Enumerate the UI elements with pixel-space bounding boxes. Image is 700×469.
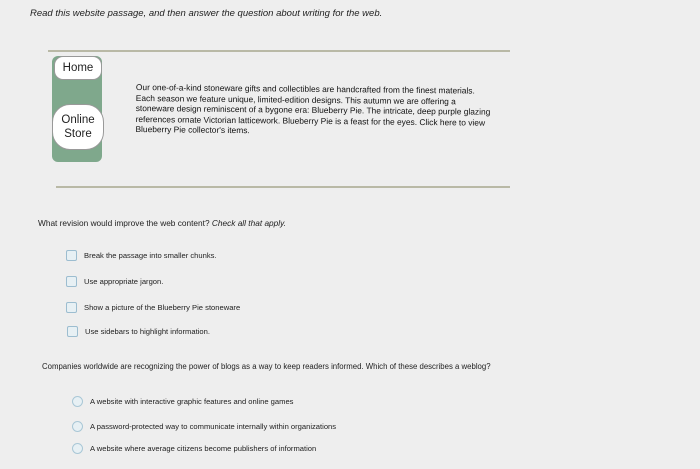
question-2-prompt: Companies worldwide are recognizing the power of blogs as a way to keep readers informed. Which of these describes a weblog? [42, 362, 491, 371]
q1-option-3[interactable] [66, 302, 240, 313]
nav-home-button[interactable]: Home [54, 56, 102, 80]
checkbox[interactable] [66, 250, 77, 261]
q1-option-2[interactable] [66, 276, 163, 287]
question-1-text: What revision would improve the web content? [38, 218, 210, 228]
q1-option-3-label: Show a picture of the Blueberry Pie stoneware [84, 303, 241, 312]
radio-button[interactable] [72, 443, 83, 454]
question-1-hint: Check all that apply. [211, 218, 286, 228]
q2-option-1-label: A website with interactive graphic features and online games [90, 397, 294, 406]
passage-body-text: Our one-of-a-kind stoneware gifts and collectibles are handcrafted from the finest materials. Each season we feature unique, limited-edition designs. This autumn we are offering a stoneware design reminiscent of a bygone era: Blueberry Pie. The intricate, deep purple glazing references ornate Victorian latticework. Blueberry Pie is a feast for the eyes. Click here to view Blueberry Pie collector's items. [135, 82, 491, 136]
passage-bottom-rule [56, 186, 510, 188]
q1-option-2-label: Use appropriate jargon. [84, 277, 164, 286]
q2-option-2[interactable] [72, 421, 336, 432]
checkbox[interactable] [67, 326, 78, 337]
checkbox[interactable] [66, 276, 77, 287]
instruction-text: Read this website passage, and then answer the question about writing for the web. [30, 8, 383, 19]
passage-top-rule [48, 50, 510, 52]
radio-button[interactable] [72, 421, 83, 432]
q1-option-4-label: Use sidebars to highlight information. [85, 327, 210, 336]
passage-sidebar [52, 56, 102, 162]
q2-option-2-label: A password-protected way to communicate internally within organizations [90, 422, 337, 431]
radio-button[interactable] [72, 396, 83, 407]
checkbox[interactable] [66, 302, 77, 313]
q2-option-3[interactable] [72, 443, 316, 454]
nav-online-store-button[interactable]: Online Store [52, 104, 104, 150]
q2-option-1[interactable] [72, 396, 293, 407]
website-passage [48, 50, 510, 190]
question-1-prompt [38, 218, 286, 228]
q1-option-1[interactable] [66, 250, 217, 261]
q1-option-4[interactable] [67, 326, 210, 337]
q2-option-3-label: A website where average citizens become publishers of information [90, 444, 317, 453]
q1-option-1-label: Break the passage into smaller chunks. [84, 251, 217, 260]
